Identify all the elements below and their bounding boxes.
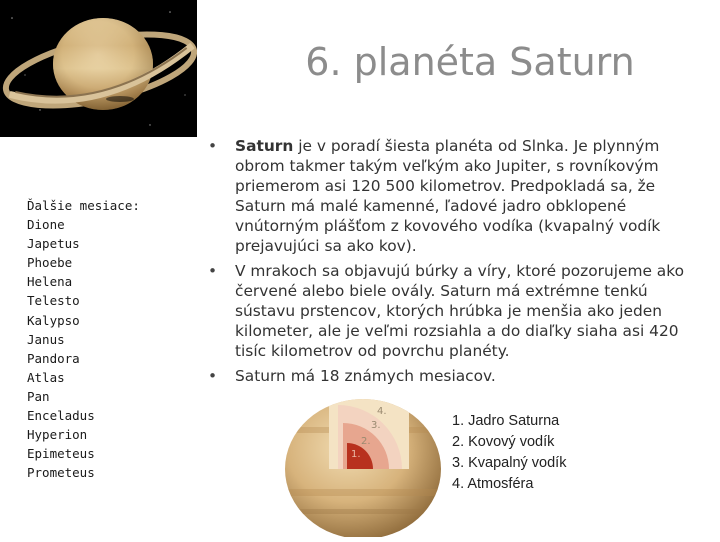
- bullet-dot: •: [208, 137, 218, 155]
- moon-item: Kalypso: [27, 312, 80, 328]
- layer-label-4: 4.: [377, 406, 387, 417]
- page-title: 6. planéta Saturn: [305, 40, 635, 84]
- saturn-photo: [0, 0, 197, 137]
- layer-label-1: 1.: [351, 449, 361, 460]
- legend-item: 3. Kvapalný vodík: [452, 455, 567, 471]
- legend-item: 2. Kovový vodík: [452, 434, 555, 450]
- bullet-item: [208, 366, 698, 386]
- layer-legend: [452, 411, 652, 495]
- moon-item: Japetus: [27, 236, 80, 252]
- layer-label-3: 3.: [371, 420, 381, 431]
- bullet-dot: •: [208, 262, 218, 280]
- moon-item: Epimeteus: [27, 446, 95, 462]
- moon-item: Telesto: [27, 293, 80, 309]
- moon-item: Pandora: [27, 350, 80, 366]
- bullet-list: [208, 136, 698, 391]
- bullet-text: Saturn má 18 známych mesiacov.: [235, 367, 496, 385]
- bullet-text: V mrakoch sa objavujú búrky a víry, ktoré pozorujeme ako červené alebo biele ovály. Saturn má extrémne tenkú sústavu prstencov, ktorých hrúbka je menšia ako jeden kilometer, ale je veľmi rozsiahla a do diaľky siaha asi 420 tisíc kilometrov od povrchu planéty.: [235, 262, 685, 360]
- moon-item: Prometeus: [27, 465, 95, 481]
- moon-item: Pan: [27, 388, 50, 404]
- moon-item: Enceladus: [27, 408, 95, 424]
- bullet-dot: •: [208, 367, 218, 385]
- saturn-cross-section: [281, 397, 443, 537]
- moons-list: [27, 196, 187, 482]
- legend-item: 1. Jadro Saturna: [452, 413, 560, 429]
- bullet-item: [208, 261, 698, 361]
- moon-item: Dione: [27, 217, 65, 233]
- moon-item: Atlas: [27, 369, 65, 385]
- moons-heading: Ďalšie mesiace:: [27, 198, 140, 213]
- layer-label-2: 2.: [361, 436, 371, 447]
- moon-item: Phoebe: [27, 255, 73, 271]
- bullet-bold-text: Saturn: [235, 137, 294, 155]
- moon-item: Janus: [27, 331, 65, 347]
- moon-item: Hyperion: [27, 427, 88, 443]
- bullet-item: [208, 136, 698, 256]
- moon-item: Helena: [27, 274, 73, 290]
- bullet-text: je v poradí šiesta planéta od Slnka. Je plynným obrom takmer takým veľkým ako Jupiter, s rovníkovým priemerom asi 120 500 kilometrov. Predpokladá sa, že Saturn má malé kamenné, ľadové jadro obklopené vnútorným plášťom z kovového vodíka (kvapalný vodík prejavujúci sa ako kov).: [235, 137, 661, 255]
- legend-item: 4. Atmosféra: [452, 476, 534, 492]
